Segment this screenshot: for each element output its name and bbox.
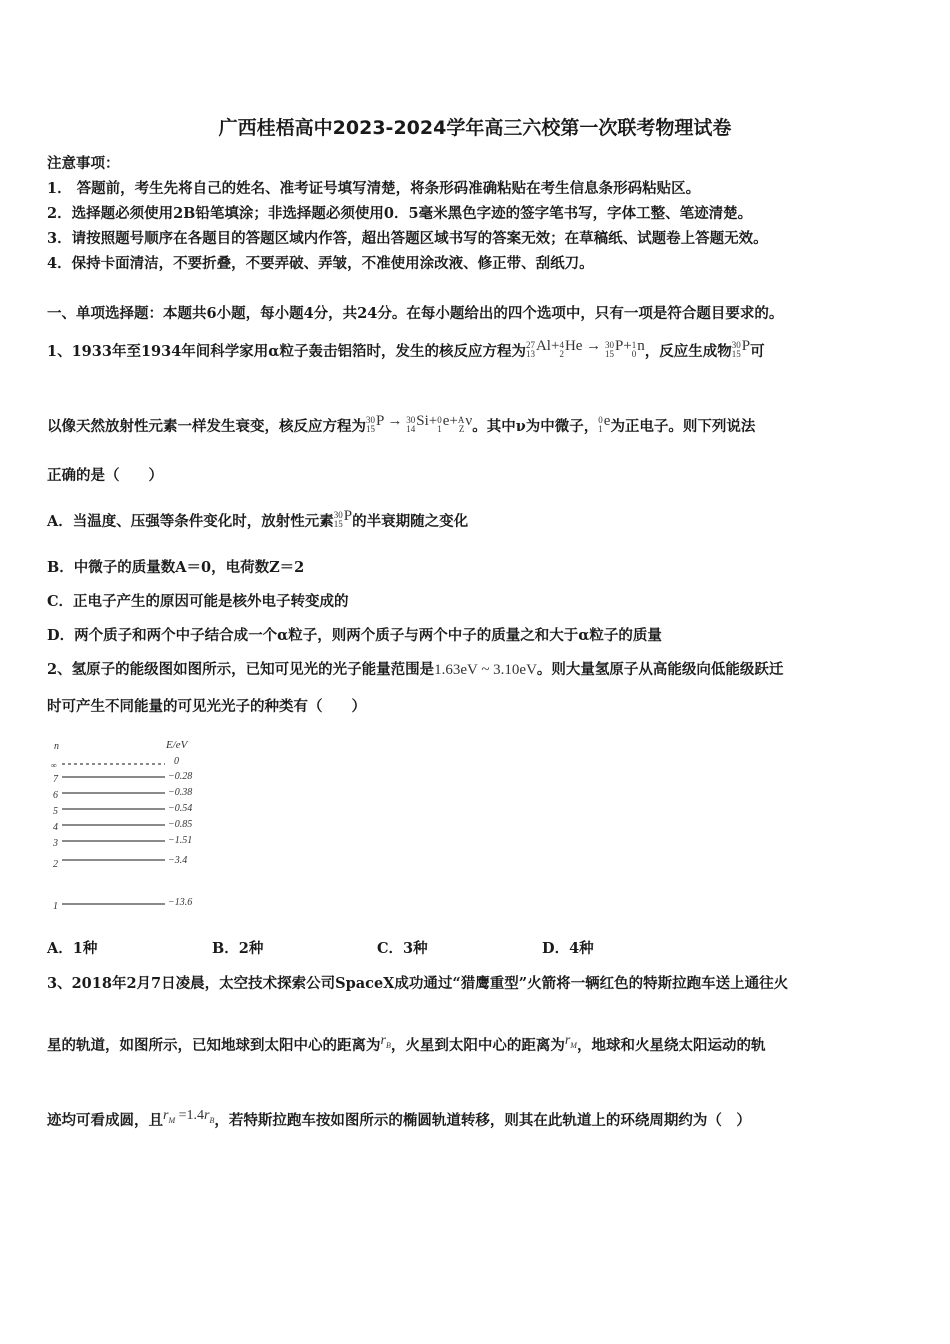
level-n-label: 6 (53, 790, 58, 801)
option-text: 的半衰期随之变化 (352, 513, 469, 530)
radius-relation: $r_M =1.4r_B$ (163, 1108, 215, 1125)
level-energy-label: −3.4 (168, 855, 188, 866)
earth-radius-symbol: $r_B$ (380, 1033, 391, 1050)
q2-option-d: D．4种 (542, 940, 594, 957)
level-n-label: 7 (53, 774, 58, 785)
q1-line-1 (47, 338, 765, 361)
q3-line-3 (47, 1108, 751, 1130)
level-n-label: ∞ (51, 761, 57, 770)
q1-option-b: B．中微子的质量数A＝0，电荷数Z＝2 (47, 559, 305, 576)
energy-range: 1.63eV ~ 3.10eV (434, 662, 537, 678)
q1-text: 1、1933年至1934年间科学家用α粒子轰击铝箔时，发生的核反应方程为 (47, 343, 526, 360)
q2-option-a: A．1种 (47, 940, 98, 957)
reaction-equation-1: 27 13 Al+ 4 2 He → 30 15 P+ 1 0 n (525, 338, 645, 359)
q2-line-1 (47, 658, 783, 679)
q1-text: 。其中ν为中微子， (472, 418, 599, 435)
q3-line-2 (47, 1033, 765, 1055)
level-n-label: 1 (53, 901, 58, 912)
level-energy-label: −1.51 (168, 835, 193, 846)
q3-line-1: 3、2018年2月7日凌晨，太空技术探索公司SpaceX成功通过“猎鹰重型”火箭将一辆红色的特斯拉跑车送上通往火 (47, 975, 789, 992)
q2-text: 2、氢原子的能级图如图所示，已知可见光的光子能量范围是 (47, 661, 435, 678)
exam-title: 广西桂梧高中2023-2024学年高三六校第一次联考物理试卷 (218, 117, 732, 139)
notice-heading: 注意事项： (47, 155, 120, 172)
reaction-equation-2: 30 15 P → 30 14 Si+ 0 1 e+ A Z ν (366, 413, 473, 434)
q1-option-a (47, 508, 468, 531)
q2-option-c: C．3种 (377, 940, 428, 957)
q3-text: 星的轨道，如图所示，已知地球到太阳中心的距离为 (47, 1037, 381, 1054)
n-axis-label: n (54, 741, 59, 752)
positron-symbol: 0 1 e (598, 413, 611, 434)
mars-radius-symbol: $r_M$ (564, 1033, 577, 1050)
q3-text: ，火星到太阳中心的距离为 (390, 1037, 565, 1054)
level-energy-label: −0.54 (168, 803, 193, 814)
q1-text: 为正电子。则下列说法 (610, 418, 756, 435)
level-n-label: 4 (53, 822, 58, 833)
q1-text: 以像天然放射性元素一样发生衰变，核反应方程为 (47, 418, 366, 435)
q3-text: ，地球和火星绕太阳运动的轨 (576, 1037, 766, 1054)
relation-value: =1.4 (178, 1108, 205, 1123)
energy-axis-label: E/eV (166, 739, 188, 751)
q2-option-b: B．2种 (212, 940, 264, 957)
level-n-label: 2 (53, 859, 58, 870)
q3-text: ，若特斯拉跑车按如图所示的椭圆轨道转移，则其在此轨道上的环绕周期约为（ ） (214, 1112, 751, 1129)
q1-option-d: D．两个质子和两个中子结合成一个α粒子，则两个质子与两个中子的质量之和大于α粒子的质量 (47, 627, 662, 644)
q2-line-2: 时可产生不同能量的可见光光子的种类有（ ） (47, 698, 366, 715)
q1-text: 可 (750, 343, 765, 360)
q3-text: 迹均可看成圆，且 (47, 1112, 163, 1129)
q1-line-3: 正确的是（ ） (47, 467, 163, 484)
level-energy-label: −0.38 (168, 787, 193, 798)
level-n-label: 5 (53, 806, 58, 817)
nuclide-p30: 30 15 P (731, 338, 751, 359)
level-energy-label: −0.85 (168, 819, 193, 830)
energy-level-diagram (48, 737, 218, 915)
notice-item-1: 1． 答题前，考生先将自己的姓名、准考证号填写清楚，将条形码准确粘贴在考生信息条形码粘贴区。 (47, 180, 701, 197)
option-text: A．当温度、压强等条件变化时，放射性元素 (47, 513, 334, 530)
q1-option-c: C．正电子产生的原因可能是核外电子转变成的 (47, 593, 349, 610)
level-energy-label: 0 (174, 756, 179, 767)
q2-text: 。则大量氢原子从高能级向低能级跃迁 (536, 661, 784, 678)
q1-line-2 (47, 413, 755, 436)
notice-item-2: 2．选择题必须使用2B铅笔填涂；非选择题必须使用0．5毫米黑色字迹的签字笔书写，字体工整、笔迹清楚。 (47, 205, 753, 222)
nuclide-p30: 30 15 P (333, 508, 353, 529)
notice-item-4: 4．保持卡面清洁，不要折叠，不要弄破、弄皱，不准使用涂改液、修正带、刮纸刀。 (47, 255, 594, 272)
level-n-label: 3 (53, 838, 58, 849)
q1-text: ，反应生成物 (644, 343, 732, 360)
level-energy-label: −0.28 (168, 771, 193, 782)
level-energy-label: −13.6 (168, 897, 193, 908)
notice-item-3: 3．请按照题号顺序在各题目的答题区域内作答，超出答题区域书写的答案无效；在草稿纸、试题卷上答题无效。 (47, 230, 768, 247)
section-heading: 一、单项选择题：本题共6小题，每小题4分，共24分。在每小题给出的四个选项中，只有一项是符合题目要求的。 (47, 305, 784, 322)
